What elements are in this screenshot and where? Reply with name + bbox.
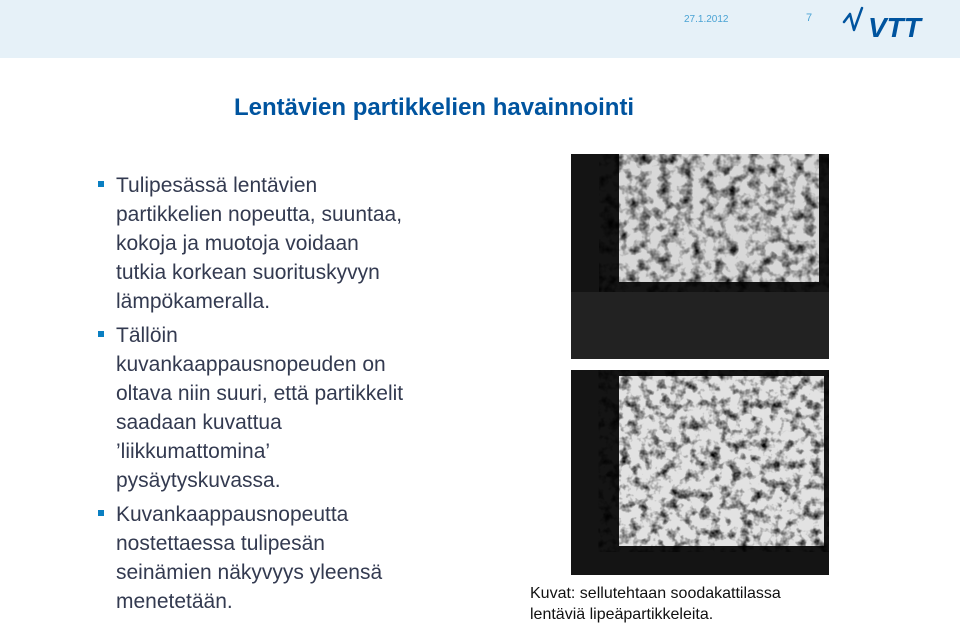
vtt-logo bbox=[840, 4, 952, 44]
logo-text: VTT bbox=[868, 12, 921, 43]
header-bar bbox=[0, 0, 960, 58]
bullet-item bbox=[96, 171, 476, 316]
slide-title: Lentävien partikkelien havainnointi bbox=[234, 94, 635, 121]
bullet-item bbox=[96, 500, 476, 616]
page-number: 7 bbox=[806, 12, 813, 24]
bullet-text: Kuvankaappausnopeutta nostettaessa tulipesän seinämien näkyvyys yleensä menetetään. bbox=[116, 503, 383, 613]
image-caption bbox=[530, 583, 930, 625]
square-bullet-icon bbox=[98, 331, 104, 337]
caption-line: lentäviä lipeäpartikkeleita. bbox=[530, 606, 714, 623]
bullet-text: Tulipesässä lentävien partikkelien nopeutta, suuntaa, kokoja ja muotoja voidaan tutkia korkean suorituskyvyn lämpökameralla. bbox=[116, 174, 403, 313]
bullet-item bbox=[96, 321, 476, 495]
square-bullet-icon bbox=[98, 181, 104, 187]
bullet-list bbox=[96, 171, 476, 621]
caption-line: Kuvat: sellutehtaan soodakattilassa bbox=[530, 585, 781, 602]
slide-date: 27.1.2012 bbox=[684, 14, 729, 25]
bullet-text: Tällöin kuvankaappausnopeuden on oltava niin suuri, että partikkelit saadaan kuvattua ’liikkumattomina’ pysäytyskuvassa. bbox=[116, 324, 404, 492]
square-bullet-icon bbox=[98, 510, 104, 516]
thermal-image-bottom bbox=[571, 370, 829, 575]
thermal-image-top bbox=[571, 154, 829, 359]
